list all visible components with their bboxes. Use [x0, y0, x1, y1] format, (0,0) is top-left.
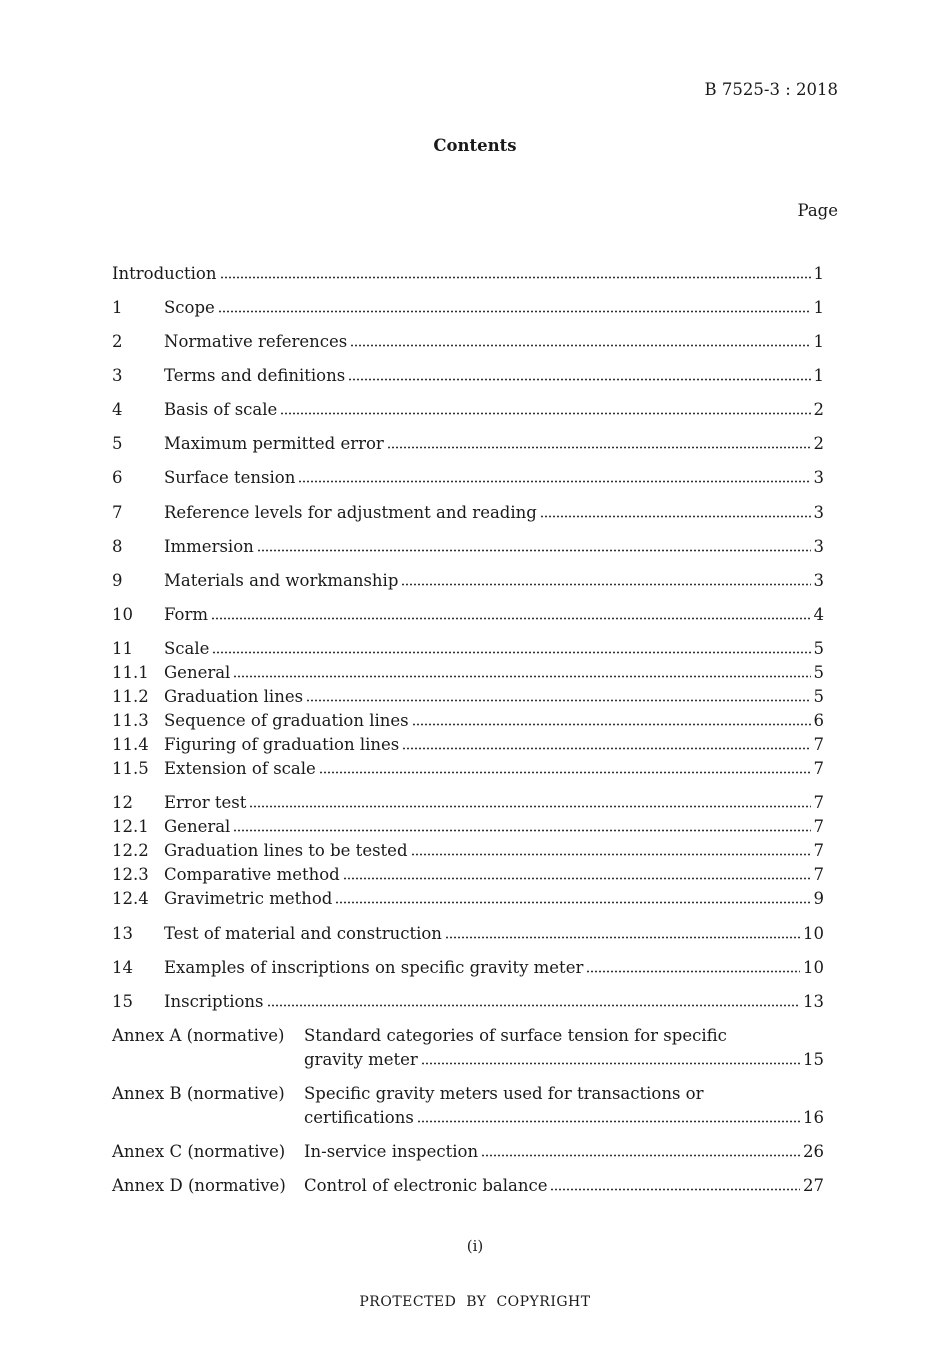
toc-number: 6 — [112, 468, 123, 487]
copyright-notice: PROTECTED BY COPYRIGHT — [359, 1294, 591, 1310]
dot-leader — [540, 504, 811, 518]
page-title: Contents — [433, 136, 517, 155]
page-number: (i) — [466, 1237, 484, 1255]
toc-label: Sequence of graduation lines — [164, 711, 409, 730]
annex-title-line2: certifications — [304, 1108, 414, 1127]
toc-number: 12.2 — [112, 841, 149, 860]
toc-page: 9 — [813, 889, 824, 908]
dot-leader — [267, 993, 800, 1007]
toc-entry[interactable] — [112, 332, 824, 352]
dot-leader — [220, 265, 811, 279]
toc-page: 7 — [813, 793, 824, 812]
toc-label: Comparative method — [164, 865, 340, 884]
annex-page: 26 — [803, 1142, 824, 1161]
dot-leader — [586, 959, 800, 973]
toc-entry[interactable] — [112, 571, 824, 591]
toc-number: 12.3 — [112, 865, 149, 884]
toc-label: Scale — [164, 639, 210, 658]
toc-page: 7 — [813, 841, 824, 860]
dot-leader — [211, 606, 810, 620]
toc-entry[interactable] — [112, 992, 824, 1012]
dot-leader — [257, 538, 811, 552]
toc-number: 10 — [112, 605, 133, 624]
toc-entry[interactable] — [112, 735, 824, 755]
toc-page: 5 — [813, 639, 824, 658]
toc-label: Figuring of graduation lines — [164, 735, 400, 754]
toc-number: 14 — [112, 958, 133, 977]
annex-title-line1: Standard categories of surface tension for specific — [304, 1026, 727, 1045]
toc-entry[interactable] — [112, 865, 824, 885]
toc-label: Immersion — [164, 537, 254, 556]
toc-number: 7 — [112, 503, 123, 522]
dot-leader — [550, 1177, 800, 1191]
toc-page: 7 — [813, 865, 824, 884]
toc-entry[interactable] — [112, 817, 824, 837]
toc-number: 2 — [112, 332, 123, 351]
annex-page: 16 — [803, 1108, 824, 1127]
toc-number: 11.3 — [112, 711, 149, 730]
document-id: B 7525-3 : 2018 — [704, 80, 838, 99]
annex-label: Annex C (normative) — [112, 1142, 286, 1161]
toc-label: Gravimetric method — [164, 889, 333, 908]
toc-page: 7 — [813, 759, 824, 778]
toc-label: Test of material and construction — [164, 924, 442, 943]
toc-label: Graduation lines — [164, 687, 304, 706]
toc-entry[interactable] — [112, 264, 824, 284]
toc-label: Reference levels for adjustment and reading — [164, 503, 537, 522]
toc-label: Introduction — [112, 264, 217, 283]
toc-page: 7 — [813, 735, 824, 754]
toc-number: 11.5 — [112, 759, 149, 778]
toc-label: General — [164, 663, 231, 682]
toc-entry[interactable] — [112, 434, 824, 454]
toc-number: 11.2 — [112, 687, 149, 706]
toc-entry[interactable] — [112, 889, 824, 909]
toc-number: 3 — [112, 366, 123, 385]
annex-label: Annex A (normative) — [112, 1026, 285, 1045]
toc-entry[interactable] — [112, 711, 824, 731]
dot-leader — [280, 401, 810, 415]
annex-page: 27 — [803, 1176, 824, 1195]
dot-leader — [306, 688, 810, 702]
toc-entry[interactable] — [112, 605, 824, 625]
dot-leader — [348, 367, 810, 381]
annex-title: Control of electronic balance — [304, 1176, 548, 1195]
toc-number: 12.4 — [112, 889, 149, 908]
dot-leader — [402, 736, 810, 750]
annex-page: 15 — [803, 1050, 824, 1069]
toc-entry[interactable] — [112, 958, 824, 978]
toc-entry[interactable] — [112, 687, 824, 707]
toc-page: 1 — [813, 298, 824, 317]
dot-leader — [401, 572, 810, 586]
toc-page: 3 — [813, 571, 824, 590]
dot-leader — [212, 640, 810, 654]
toc-entry[interactable] — [112, 663, 824, 683]
toc-page: 2 — [813, 434, 824, 453]
dot-leader — [481, 1143, 800, 1157]
toc-label: Materials and workmanship — [164, 571, 399, 590]
dot-leader — [249, 794, 810, 808]
toc-number: 13 — [112, 924, 133, 943]
toc-page: 13 — [803, 992, 824, 1011]
annex-label: Annex D (normative) — [112, 1176, 286, 1195]
toc-page: 2 — [813, 400, 824, 419]
dot-leader — [233, 818, 810, 832]
toc-page: 3 — [813, 468, 824, 487]
dot-leader — [421, 1051, 800, 1065]
toc-label: Maximum permitted error — [164, 434, 384, 453]
toc-page: 1 — [813, 332, 824, 351]
toc-page: 4 — [813, 605, 824, 624]
toc-number: 12.1 — [112, 817, 149, 836]
annex-entry-c[interactable] — [112, 1142, 824, 1162]
toc-entry[interactable] — [112, 400, 824, 420]
toc-entry[interactable] — [112, 639, 824, 659]
toc-entry[interactable] — [112, 759, 824, 779]
annex-entry-a[interactable] — [112, 1026, 824, 1070]
toc-label: Surface tension — [164, 468, 296, 487]
toc-label: Error test — [164, 793, 247, 812]
dot-leader — [350, 333, 810, 347]
toc-label: Terms and definitions — [164, 366, 346, 385]
dot-leader — [319, 760, 811, 774]
annex-title: In-service inspection — [304, 1142, 479, 1161]
dot-leader — [387, 435, 811, 449]
toc-page: 1 — [813, 264, 824, 283]
dot-leader — [218, 299, 811, 313]
toc-label: Normative references — [164, 332, 348, 351]
toc-label: General — [164, 817, 231, 836]
toc-label: Form — [164, 605, 209, 624]
dot-leader — [298, 469, 810, 483]
dot-leader — [411, 842, 811, 856]
toc-page: 10 — [803, 958, 824, 977]
toc-label: Scope — [164, 298, 215, 317]
toc-page: 5 — [813, 663, 824, 682]
toc-number: 9 — [112, 571, 123, 590]
toc-entry[interactable] — [112, 366, 824, 386]
toc-page: 6 — [813, 711, 824, 730]
toc-label: Basis of scale — [164, 400, 278, 419]
toc-entry[interactable] — [112, 537, 824, 557]
toc-page: 5 — [813, 687, 824, 706]
dot-leader — [343, 866, 811, 880]
dot-leader — [445, 925, 800, 939]
toc-number: 11.4 — [112, 735, 149, 754]
annex-entry-b[interactable] — [112, 1084, 824, 1128]
toc-label: Graduation lines to be tested — [164, 841, 408, 860]
toc-entry[interactable] — [112, 924, 824, 944]
toc-number: 15 — [112, 992, 133, 1011]
dot-leader — [417, 1109, 800, 1123]
toc-page: 1 — [813, 366, 824, 385]
toc-number: 11 — [112, 639, 133, 658]
annex-entry-d[interactable] — [112, 1176, 824, 1196]
toc-label: Extension of scale — [164, 759, 316, 778]
dot-leader — [233, 664, 810, 678]
toc-number: 5 — [112, 434, 123, 453]
toc-number: 11.1 — [112, 663, 149, 682]
toc-number: 1 — [112, 298, 123, 317]
toc-number: 8 — [112, 537, 123, 556]
toc-number: 4 — [112, 400, 123, 419]
toc-label: Examples of inscriptions on specific gravity meter — [164, 958, 584, 977]
dot-leader — [412, 712, 811, 726]
toc-number: 12 — [112, 793, 133, 812]
toc-entry[interactable] — [112, 793, 824, 813]
toc-entry[interactable] — [112, 841, 824, 861]
toc-label: Inscriptions — [164, 992, 264, 1011]
toc-entry[interactable] — [112, 503, 824, 523]
annex-title-line1: Specific gravity meters used for transactions or — [304, 1084, 704, 1103]
toc-entry[interactable] — [112, 468, 824, 488]
toc-page: 10 — [803, 924, 824, 943]
annex-label: Annex B (normative) — [112, 1084, 285, 1103]
toc-page: 3 — [813, 537, 824, 556]
dot-leader — [335, 890, 810, 904]
page-column-header: Page — [797, 201, 838, 220]
toc-page: 3 — [813, 503, 824, 522]
annex-title-line2: gravity meter — [304, 1050, 418, 1069]
toc-page: 7 — [813, 817, 824, 836]
toc-entry[interactable] — [112, 298, 824, 318]
